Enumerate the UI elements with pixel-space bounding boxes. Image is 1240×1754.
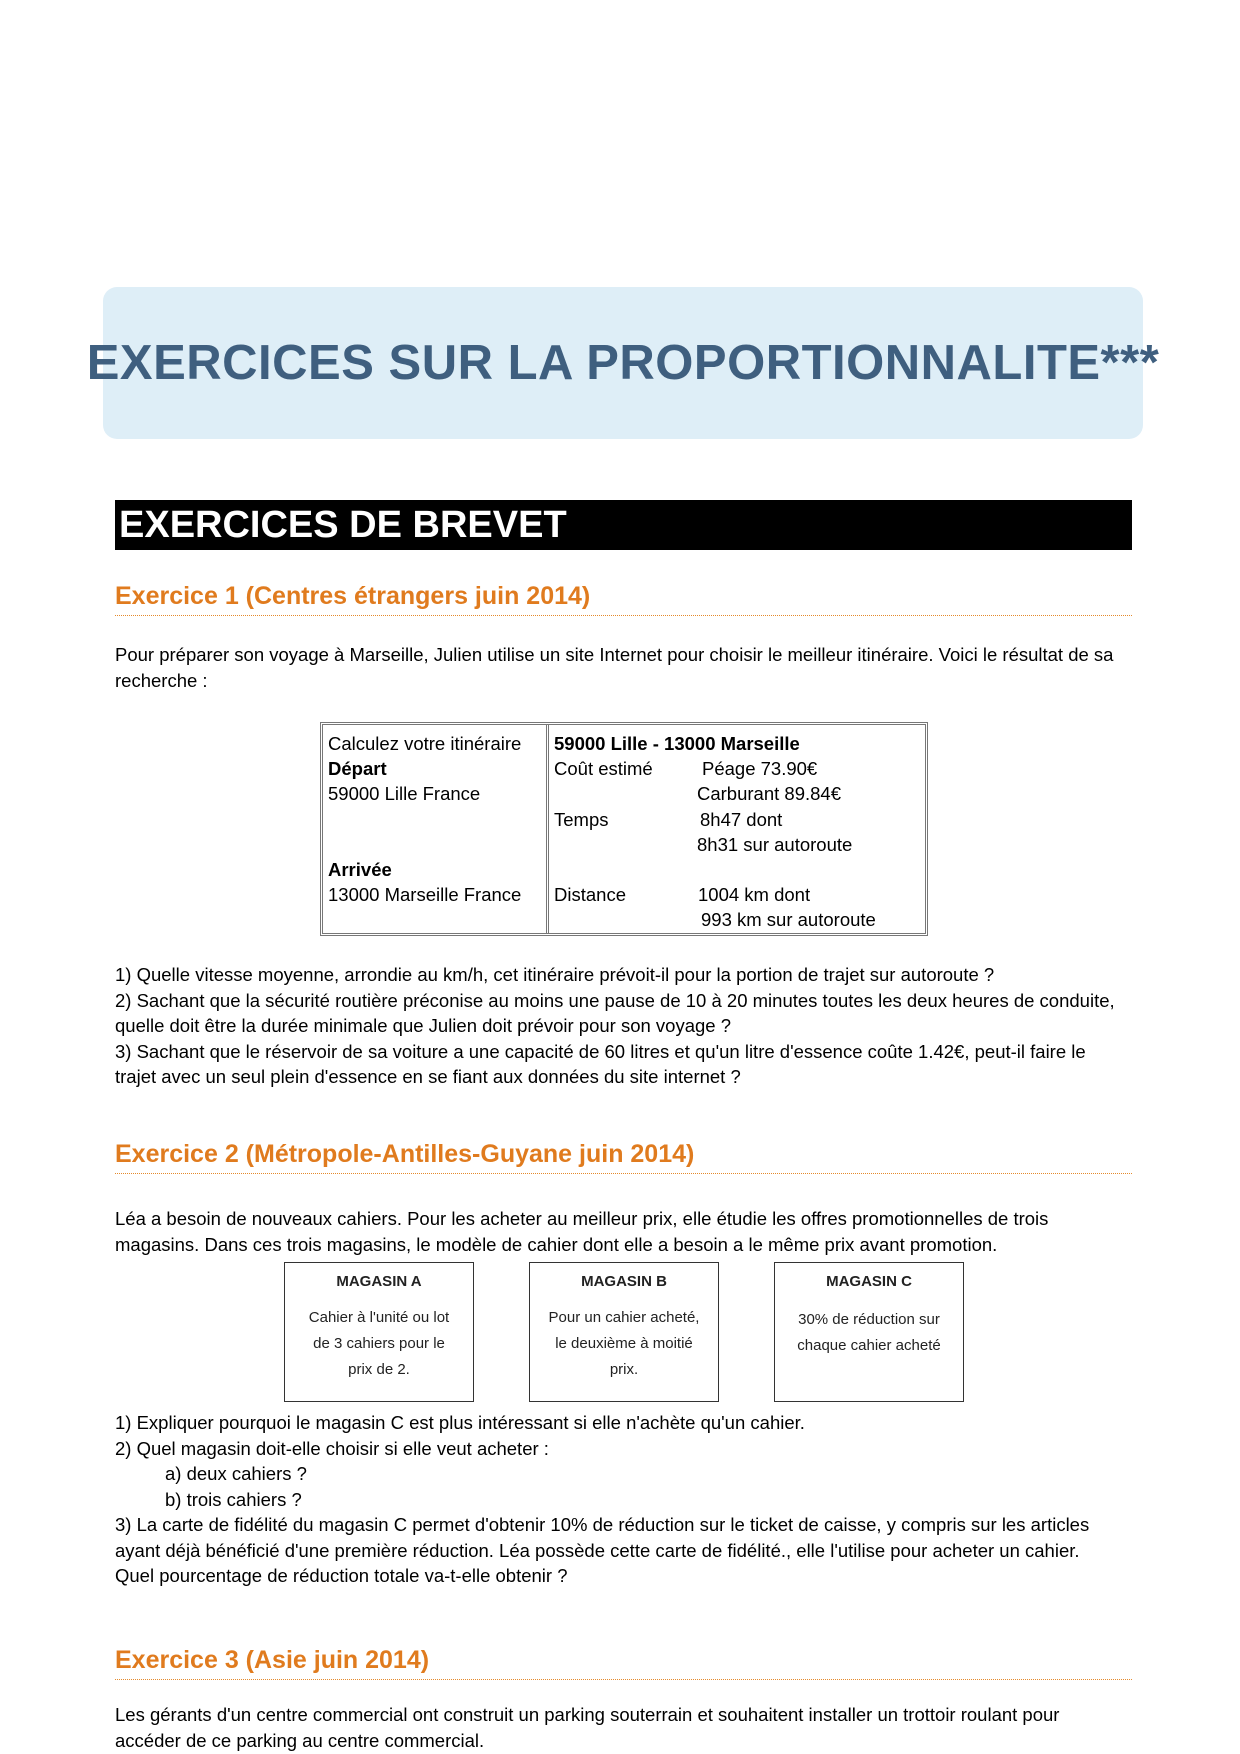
exercise-2-question-2b: b) trois cahiers ? [165,1488,302,1510]
itinerary-distance-highway: 993 km sur autoroute [701,909,876,931]
exercise-2-question-2: 2) Quel magasin doit-elle choisir si elle veut acheter : [115,1437,549,1459]
magasin-c-line-2: chaque cahier acheté [797,1337,941,1354]
exercise-1-intro-line-1: Pour préparer son voyage à Marseille, Julien utilise un site Internet pour choisir le meilleur itinéraire. Voici le résultat de sa [115,644,1114,665]
itinerary-arrivee-label: Arrivée [328,858,392,880]
exercise-1-intro-line-2: recherche : [115,669,208,691]
itinerary-right-column [549,725,925,933]
exercise-1-title: Exercice 1 (Centres étrangers juin 2014) [115,582,591,610]
exercise-1-intro [115,642,1135,693]
itinerary-distance-label: Distance [554,884,626,906]
itinerary-depart-city: 59000 Lille France [328,783,481,805]
itinerary-arrivee-city: 13000 Marseille France [328,884,522,906]
magasin-a-line-2: de 3 cahiers pour le [313,1335,445,1352]
magasin-c-box [774,1262,964,1402]
exercise-1-question-2a: 2) Sachant que la sécurité routière préconise au moins une pause de 10 à 20 minutes toutes les deux heures de conduite, [115,989,1115,1011]
exercise-2-questions [115,1410,1135,1589]
itinerary-calc-label: Calculez votre itinéraire [328,733,522,754]
exercise-3-heading [115,1640,1132,1680]
exercise-1-question-1: 1) Quelle vitesse moyenne, arrondie au km/h, cet itinéraire prévoit-il pour la portion de trajet sur autoroute ? [115,964,995,985]
itinerary-cost-label: Coût estimé [554,758,653,780]
exercise-2-intro [115,1206,1135,1257]
itinerary-table [320,722,928,936]
exercise-2-question-3c: Quel pourcentage de réduction totale va-t-elle obtenir ? [115,1565,568,1586]
itinerary-time-label: Temps [554,808,609,830]
exercise-2-intro-line-2: magasins. Dans ces trois magasins, le modèle de cahier dont elle a besoin a le même prix avant promotion. [115,1233,998,1255]
exercise-3-intro-line-1: Les gérants d'un centre commercial ont construit un parking souterrain et souhaitent installer un trottoir roulant pour [115,1704,1060,1725]
exercise-2-question-3b: ayant déjà bénéficié d'une première réduction. Léa possède cette carte de fidélité., elle l'utilise pour acheter un cahier. [115,1539,1080,1561]
page-title: EXERCICES SUR LA PROPORTIONNALITE*** [86,336,1160,390]
exercise-1-question-3b: trajet avec un seul plein d'essence en se fiant aux données du site internet ? [115,1066,741,1087]
exercise-2-question-1: 1) Expliquer pourquoi le magasin C est plus intéressant si elle n'achète qu'un cahier. [115,1412,805,1433]
exercise-2-question-2a: a) deux cahiers ? [165,1463,307,1484]
itinerary-depart-label: Départ [328,758,387,780]
magasin-c-line-1: 30% de réduction sur [798,1311,940,1328]
exercise-3-intro-line-2: accéder de ce parking au centre commercial. [115,1729,485,1751]
exercise-1-questions [115,962,1135,1090]
magasin-b-box [529,1262,719,1402]
itinerary-distance-total: 1004 km dont [698,884,811,906]
magasin-a-box [284,1262,474,1402]
exercise-3-intro [115,1702,1135,1753]
exercise-1-heading [115,576,1132,616]
exercise-2-heading [115,1134,1132,1174]
exercise-1-question-2b: quelle doit être la durée minimale que Julien doit prévoir pour son voyage ? [115,1015,732,1036]
exercise-1-question-3a: 3) Sachant que le réservoir de sa voiture a une capacité de 60 litres et qu'un litre d'essence coûte 1.42€, peut-il faire le [115,1040,1086,1062]
magasin-b-line-2: le deuxième à moitié [555,1335,693,1352]
section-banner: EXERCICES DE BREVET [115,500,1132,550]
magasin-b-line-3: prix. [609,1361,639,1378]
itinerary-peage: Péage 73.90€ [702,758,818,780]
exercise-3-title: Exercice 3 (Asie juin 2014) [115,1646,430,1674]
exercise-2-intro-line-1: Léa a besoin de nouveaux cahiers. Pour les acheter au meilleur prix, elle étudie les offres promotionnelles de trois [115,1208,1049,1229]
itinerary-carburant: Carburant 89.84€ [697,783,841,805]
magasin-b-title: MAGASIN B [581,1273,667,1290]
magasin-a-line-1: Cahier à l'unité ou lot [308,1309,450,1326]
itinerary-time-total: 8h47 dont [700,808,783,830]
title-box [86,287,1160,439]
magasin-a-line-3: prix de 2. [348,1361,410,1378]
itinerary-time-highway: 8h31 sur autoroute [697,833,853,855]
magasin-b-line-1: Pour un cahier acheté, [548,1309,700,1326]
magasin-c-title: MAGASIN C [826,1273,912,1290]
exercise-2-title: Exercice 2 (Métropole-Antilles-Guyane juin 2014) [115,1140,695,1168]
exercise-2-question-3a: 3) La carte de fidélité du magasin C permet d'obtenir 10% de réduction sur le ticket de caisse, y compris sur les articles [115,1514,1090,1535]
itinerary-left-column [323,725,549,933]
itinerary-route: 59000 Lille - 13000 Marseille [554,733,800,754]
magasin-a-title: MAGASIN A [336,1273,422,1290]
